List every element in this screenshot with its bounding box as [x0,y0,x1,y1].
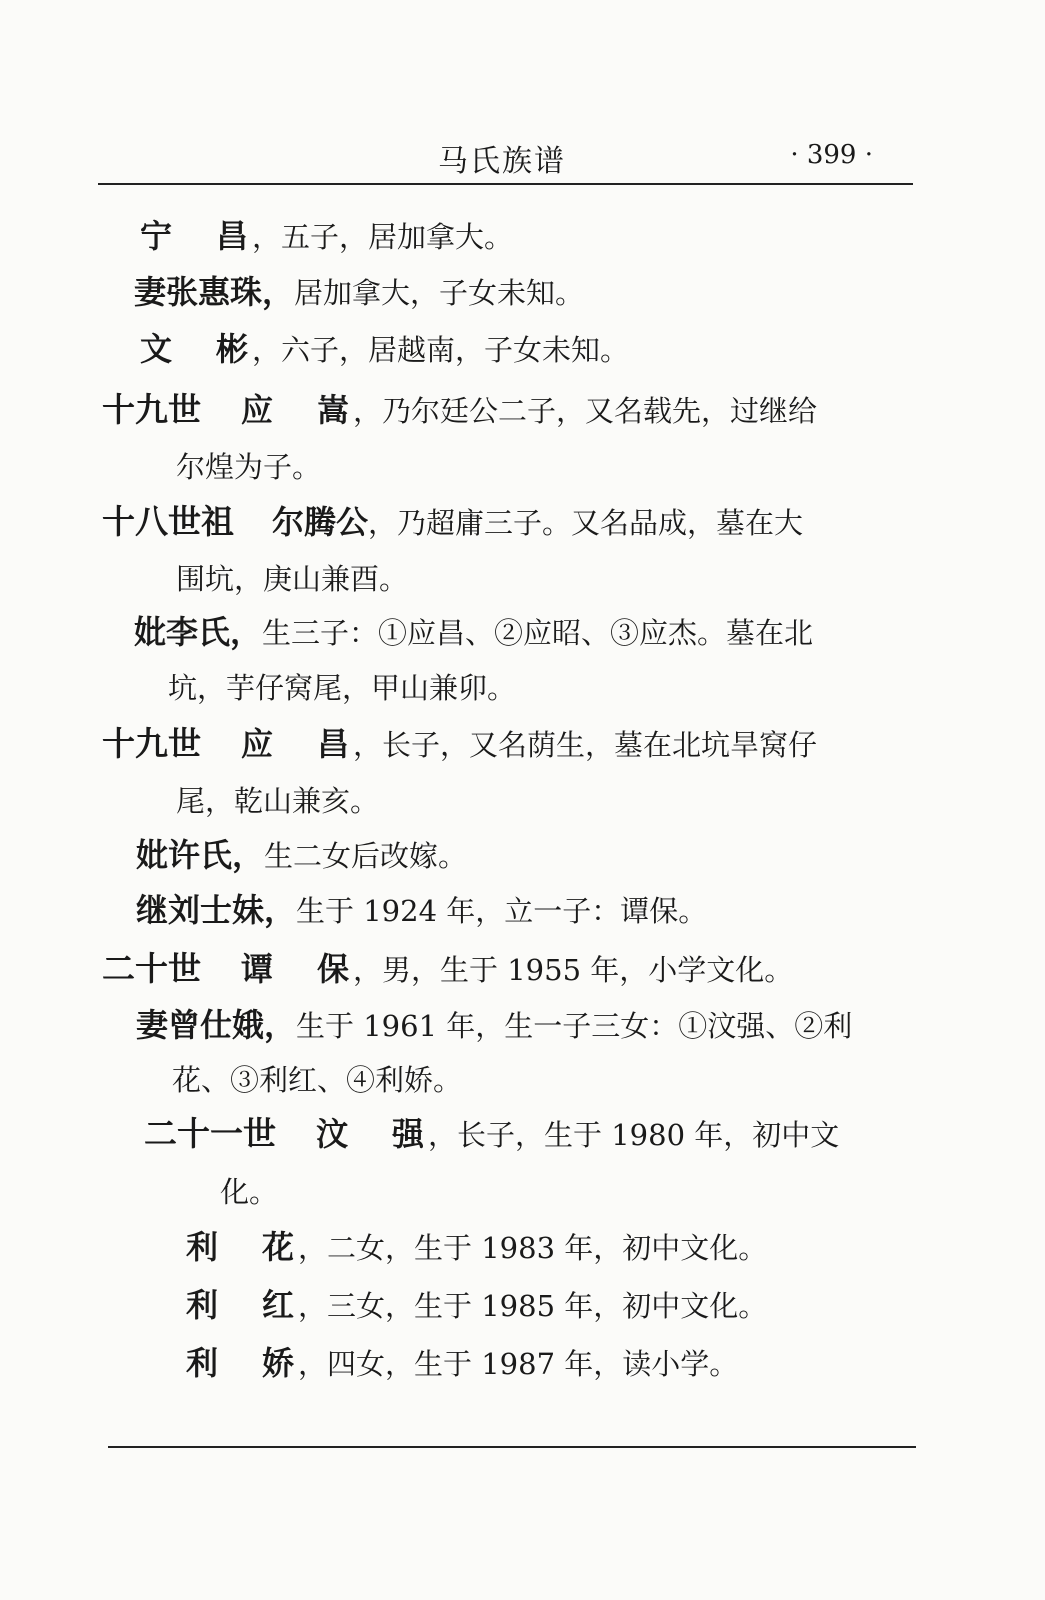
continuation-line [172,1060,462,1101]
page-header [98,128,913,184]
entry-tanbao [102,949,793,991]
given-name-char: 利 [185,1286,218,1324]
spouse-line [134,612,813,654]
entry-wenbin [136,329,629,371]
entry-lihong [182,1285,767,1327]
given-name-char: 昌 [316,725,349,763]
continuation-line [220,1172,278,1213]
entry-text: 生于 1924 年，立一子：谭保。 [296,894,708,928]
given-name-char: 强 [391,1115,424,1153]
running-title: 马氏族谱 [438,144,566,179]
given-name-char: 谭 [240,950,273,988]
given-name-char: 利 [185,1344,218,1382]
entry-text: 生二女后改嫁。 [264,839,468,873]
entry-text: 生三子：①应昌、②应昭、③应杰。墓在北 [262,616,814,650]
continuation-line [168,668,516,709]
entry-lijiao [182,1343,738,1385]
entry-text: ，四女，生于 1987 年，读小学。 [298,1347,739,1381]
given-name-char: 娇 [261,1344,294,1382]
spouse-name: 妻张惠珠， [134,273,295,311]
generation-label: 十八世祖 [102,502,234,541]
given-name-char: 昌 [215,217,248,255]
spouse-line [136,1005,852,1047]
entry-text: 居加拿大，子女未知。 [294,276,585,310]
given-name-char: 保 [316,950,349,988]
entry-text: ，二女，生于 1983 年，初中文化。 [298,1231,768,1265]
entry-ningchang [136,216,513,258]
given-name-char: 利 [185,1228,218,1266]
entry-text: 围坑，庚山兼酉。 [176,562,409,596]
spouse-line [134,272,584,314]
generation-label: 二十世 [102,949,201,988]
entry-text: ，长子，生于 1980 年，初中文 [428,1118,840,1152]
entry-text: 化。 [220,1175,279,1209]
entry-text: 尔煌为子。 [176,450,322,484]
entry-yingchang [102,724,817,766]
given-name-char: 红 [261,1286,294,1324]
spouse-line [136,835,467,877]
entry-text: 尾，乾山兼亥。 [176,784,380,818]
entry-text: ，三女，生于 1985 年，初中文化。 [298,1289,768,1323]
ancestor-name: 尔腾公 [272,503,369,541]
entry-lihua [182,1227,767,1269]
footer-rule [108,1446,916,1448]
entry-text: 生于 1961 年，生一子三女：①汶强、②利 [296,1009,853,1043]
entry-text: ，乃超庸三子。又名品成，墓在大 [368,506,804,540]
given-name-char: 宁 [139,217,172,255]
entry-text: ，男，生于 1955 年，小学文化。 [353,953,794,987]
entry-text: ，六子，居越南，子女未知。 [252,333,630,367]
given-name-char: 汶 [315,1115,348,1153]
entry-wenqiang [144,1114,839,1156]
entry-text: 花、③利红、④利娇。 [172,1063,463,1097]
generation-label: 十九世 [102,390,201,429]
entry-text: ，长子，又名荫生，墓在北坑旱窝仔 [353,728,818,762]
header-rule [98,183,913,185]
page-number: · 399 · [790,140,873,170]
generation-label: 十九世 [102,724,201,763]
entry-text: ，乃尔廷公二子，又名载先，过继给 [353,394,818,428]
entry-yingsong [102,390,817,432]
continuation-line [176,781,379,822]
entry-ertenggong [102,502,803,544]
entry-text: ，五子，居加拿大。 [252,220,514,254]
entry-text: 坑，芋仔窝尾，甲山兼卯。 [168,671,517,705]
given-name-char: 花 [261,1228,294,1266]
spouse-name: 妻曾仕娥， [136,1006,297,1044]
given-name-char: 嵩 [316,391,349,429]
given-name-char: 文 [139,330,172,368]
generation-label: 二十一世 [144,1114,276,1153]
continuation-line [176,559,408,600]
given-name-char: 应 [240,391,273,429]
spouse-name: 妣许氏， [136,836,265,874]
given-name-char: 彬 [215,330,248,368]
given-name-char: 应 [240,725,273,763]
continuation-line [176,447,321,488]
spouse-name: 继刘士妹， [136,891,297,929]
spouse-line [136,890,707,932]
spouse-name: 妣李氏， [134,613,263,651]
